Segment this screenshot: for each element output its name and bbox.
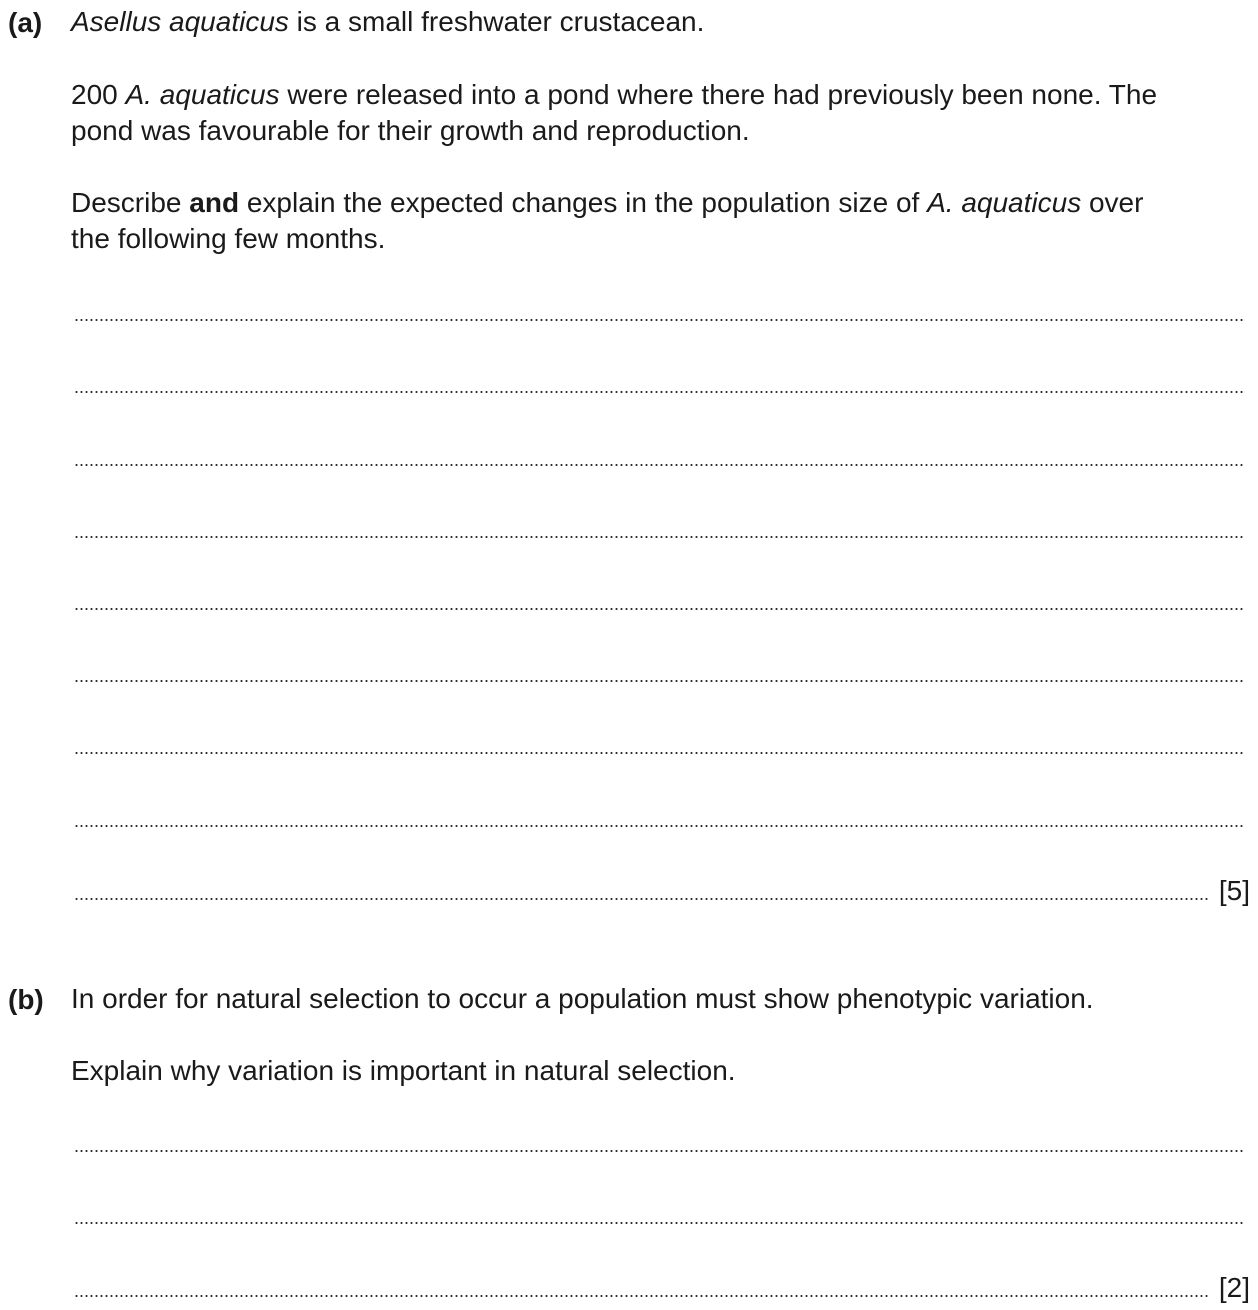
answer-line-a-5[interactable] xyxy=(74,607,1244,611)
answer-line-a-3[interactable] xyxy=(74,463,1244,467)
part-b-marks: [2] xyxy=(1218,1272,1250,1303)
answer-line-a-2[interactable] xyxy=(74,390,1244,394)
answer-line-a-1[interactable] xyxy=(74,318,1244,322)
part-a-setup-line-2: pond was favourable for their growth and reproduction. xyxy=(71,115,750,146)
answer-line-a-7[interactable] xyxy=(74,751,1244,755)
answer-line-b-2[interactable] xyxy=(74,1221,1244,1225)
species-name: Asellus aquaticus xyxy=(71,6,289,37)
answer-line-b-1[interactable] xyxy=(74,1149,1244,1153)
part-b-question: Explain why variation is important in natural selection. xyxy=(71,1055,736,1086)
part-b-label: (b) xyxy=(8,984,44,1015)
part-b-intro: In order for natural selection to occur a population must show phenotypic variation. xyxy=(71,983,1094,1014)
answer-line-a-9[interactable] xyxy=(74,897,1210,901)
part-a-setup-line-1: 200 A. aquaticus were released into a pond where there had previously been none. The xyxy=(71,79,1158,110)
part-a-marks: [5] xyxy=(1218,875,1250,906)
part-a-question-line-1: Describe and explain the expected changes in the population size of A. aquaticus over xyxy=(71,187,1144,218)
part-a-question-line-2: the following few months. xyxy=(71,223,386,254)
part-a-intro: Asellus aquaticus is a small freshwater crustacean. xyxy=(71,6,705,37)
answer-line-a-8[interactable] xyxy=(74,824,1244,828)
part-a-label: (a) xyxy=(8,7,43,38)
answer-line-b-3[interactable] xyxy=(74,1294,1210,1298)
answer-line-a-4[interactable] xyxy=(74,535,1244,539)
answer-line-a-6[interactable] xyxy=(74,679,1244,683)
